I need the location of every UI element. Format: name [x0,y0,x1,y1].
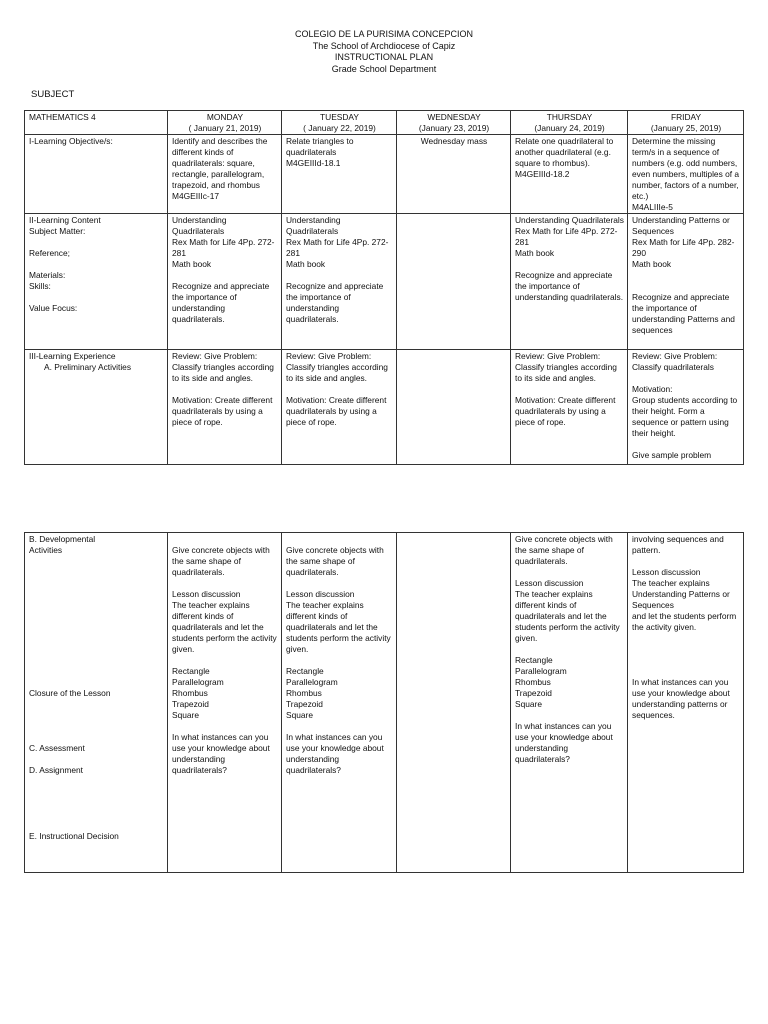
content-tuesday: Understanding Quadrilaterals Rex Math for Life 4Pp. 272-281 Math book Recognize and appreciate the importance of understanding quadrilaterals. [282,214,397,350]
content-thursday: Understanding Quadrilaterals Rex Math for Life 4Pp. 272-281 Math book Recognize and appreciate the importance of understanding quadrilaterals. [511,214,628,350]
day-header-row [25,111,744,135]
content-label: II-Learning Content Subject Matter: Reference; Materials: Skills: Value Focus: [25,214,168,350]
day-wednesday: WEDNESDAY (January 23, 2019) [397,111,511,135]
objectives-monday: Identify and describes the different kinds of quadrilaterals: square, rectangle, parallelogram, trapezoid, and rhombus M4GEIIIc-17 [168,135,282,214]
experience-label: III-Learning Experience [29,351,116,361]
experience-tuesday: Review: Give Problem: Classify triangles according to its side and angles. Motivation: Create different quadrilaterals by using a piece of rope. [282,350,397,465]
development-monday: Give concrete objects with the same shape of quadrilaterals. Lesson discussion The teacher explains different kinds of quadrilaterals and let the students perform the activity given. Rectangle Parallelogram Rhombus Trapezoid Square In what instances can you use your knowledge about understanding quadrilaterals? [168,533,282,873]
experience-thursday: Review: Give Problem: Classify triangles according to its side and angles. Motivation: Create different quadrilaterals by using a piece of rope. [511,350,628,465]
day-friday: FRIDAY (January 25, 2019) [628,111,744,135]
development-tuesday: Give concrete objects with the same shape of quadrilaterals. Lesson discussion The teacher explains different kinds of quadrilaterals and let the students perform the activity given. Rectangle Parallelogram Rhombus Trapezoid Square In what instances can you use your knowledge about understanding quadrilaterals? [282,533,397,873]
content-row [25,214,744,350]
experience-label-cell [25,350,168,465]
plan-title: INSTRUCTIONAL PLAN [334,52,434,62]
experience-friday: Review: Give Problem: Classify quadrilaterals Motivation: Group students according to their height. Form a sequence or pattern using their height. Give sample problem [628,350,744,465]
subject-cell: MATHEMATICS 4 [25,111,168,135]
development-labels: B. Developmental Activities Closure of the Lesson C. Assessment D. Assignment E. Instructional Decision [25,533,168,873]
department-line: Grade School Department [331,63,437,74]
objectives-wednesday: Wednesday mass [397,135,511,214]
day-monday: MONDAY ( January 21, 2019) [168,111,282,135]
content-monday: Understanding Quadrilaterals Rex Math for Life 4Pp. 272-281 Math book Recognize and appreciate the importance of understanding quadrilaterals. [168,214,282,350]
development-friday: involving sequences and pattern. Lesson discussion The teacher explains Understanding Patterns or Sequences and let the students perform the activity given. In what instances can you use your knowledge about understanding patterns or sequences. [628,533,744,873]
content-friday: Understanding Patterns or Sequences Rex Math for Life 4Pp. 282-290 Math book Recognize and appreciate the importance of understanding Patterns and sequences [628,214,744,350]
objectives-label: I-Learning Objective/s: [25,135,168,214]
content-wednesday [397,214,511,350]
document-header [0,29,768,75]
development-wednesday [397,533,511,873]
day-tuesday: TUESDAY ( January 22, 2019) [282,111,397,135]
day-thursday: THURSDAY (January 24, 2019) [511,111,628,135]
objectives-thursday: Relate one quadrilateral to another quadrilateral (e.g. square to rhombus). M4GEIIId-18.2 [511,135,628,214]
archdiocese-line: The School of Archdiocese of Capiz [312,40,456,51]
experience-wednesday [397,350,511,465]
development-row [25,533,744,873]
preliminary-activities-label: A. Preliminary Activities [44,362,132,372]
experience-row [25,350,744,465]
objectives-row [25,135,744,214]
experience-monday: Review: Give Problem: Classify triangles according to its side and angles. Motivation: Create different quadrilaterals by using a piece of rope. [168,350,282,465]
objectives-tuesday: Relate triangles to quadrilaterals M4GEIIId-18.1 [282,135,397,214]
plan-table-bottom [24,532,744,873]
school-name: COLEGIO DE LA PURISIMA CONCEPCION [294,29,474,39]
plan-table-top [24,110,744,465]
subject-label: SUBJECT [31,89,75,100]
objectives-friday: Determine the missing term/s in a sequence of numbers (e.g. odd numbers, even numbers, multiples of a number, factors of a number, etc.) M4ALIIIe-5 [628,135,744,214]
development-thursday: Give concrete objects with the same shape of quadrilaterals. Lesson discussion The teacher explains different kinds of quadrilaterals and let the students perform the activity given. Rectangle Parallelogram Rhombus Trapezoid Square In what instances can you use your knowledge about understanding quadrilaterals? [511,533,628,873]
